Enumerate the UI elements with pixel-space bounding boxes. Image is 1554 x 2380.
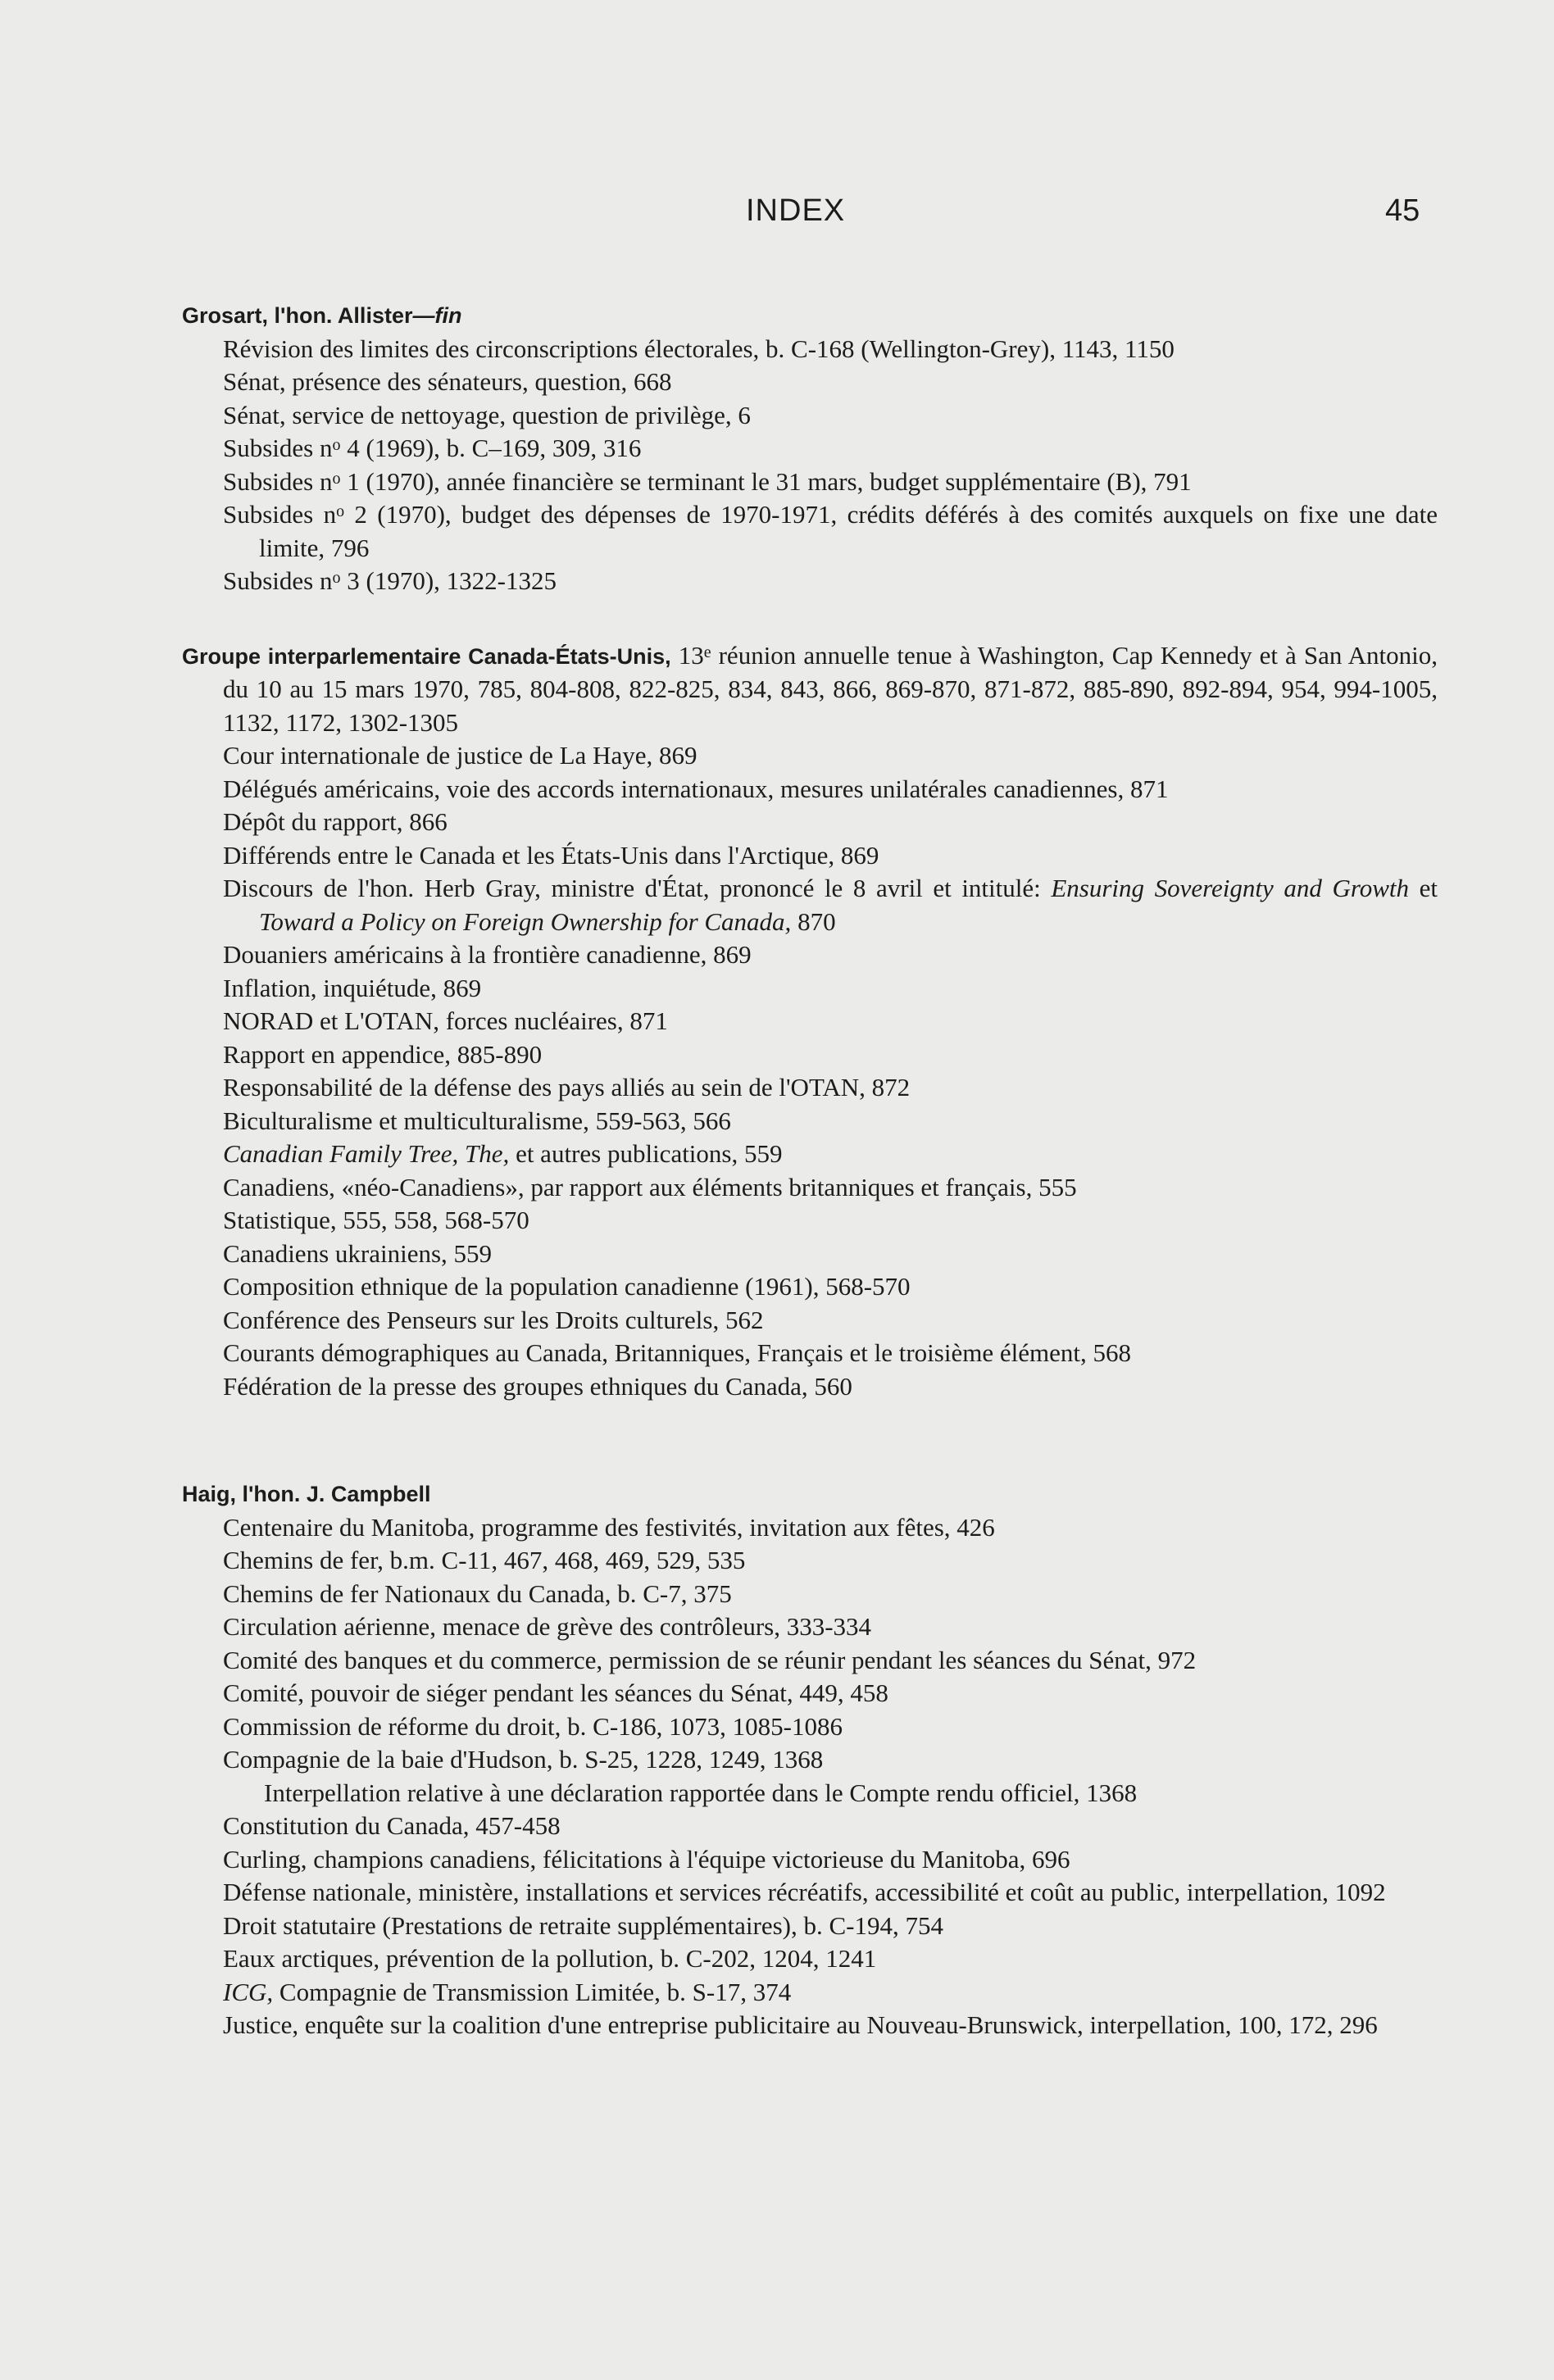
- index-entry: [182, 1270, 1438, 1304]
- entry-text: Responsabilité de la défense des pays alliés au sein de l'OTAN, 872: [223, 1073, 911, 1101]
- index-entry: [182, 2009, 1438, 2042]
- index-entry: [182, 565, 1438, 598]
- index-entry: [182, 1843, 1438, 1877]
- page-header: [0, 193, 1554, 234]
- entry-text: 4 (1969), b. C–169, 309, 316: [340, 434, 642, 462]
- index-entry: [182, 1610, 1438, 1644]
- index-entry: [182, 1171, 1438, 1205]
- section-heading: [182, 1477, 1438, 1511]
- entry-text: Sénat, service de nettoyage, question de privilège, 6: [223, 400, 751, 429]
- entry-text: Sénat, présence des sénateurs, question, 668: [223, 367, 672, 396]
- index-entry: [182, 1138, 1438, 1171]
- index-entry: [182, 739, 1438, 773]
- entry-text: Comité, pouvoir de siéger pendant les séances du Sénat, 449, 458: [223, 1678, 888, 1707]
- entry-text: Canadiens, «néo-Canadiens», par rapport aux éléments britanniques et français, 555: [223, 1172, 1077, 1201]
- entry-text: Comité des banques et du commerce, permission de se réunir pendant les séances du Sénat, 972: [223, 1645, 1197, 1674]
- entry-text: Inflation, inquiétude, 869: [223, 973, 482, 1002]
- index-section-haig: [182, 1477, 1438, 2042]
- index-entry: [182, 1105, 1438, 1138]
- entry-text: Eaux arctiques, prévention de la pollution, b. C-202, 1204, 1241: [223, 1944, 877, 1973]
- heading-name: Groupe interparlementaire Canada-États-Unis,: [182, 643, 671, 669]
- heading-name: Grosart, l'hon. Allister: [182, 303, 413, 328]
- index-entry: [182, 1204, 1438, 1238]
- entry-text: Interpellation relative à une déclaration rapportée dans le Compte rendu officiel, 1368: [264, 1778, 1138, 1807]
- entry-text: Discours de l'hon. Herb Gray, ministre d'État, prononcé le 8 avril et intitulé:: [223, 874, 1052, 902]
- entry-text: Courants démographiques au Canada, Britanniques, Français et le troisième élément, 568: [223, 1338, 1131, 1367]
- entry-text: Biculturalisme et multiculturalisme, 559-563, 566: [223, 1106, 731, 1135]
- entry-text: 3 (1970), 1322-1325: [340, 566, 557, 595]
- index-entry: [182, 399, 1438, 433]
- entry-text: Droit statutaire (Prestations de retraite supplémentaires), b. C-194, 754: [223, 1910, 943, 1940]
- italic-title: Ensuring Sovereignty and Growth: [1051, 874, 1410, 902]
- entry-text: Centenaire du Manitoba, programme des festivités, invitation aux fêtes, 426: [223, 1512, 995, 1542]
- index-entry: [182, 1710, 1438, 1744]
- index-entry: [182, 432, 1438, 466]
- entry-text: 2 (1970), budget des dépenses de 1970-1971, crédits déférés à des comités auxquels on fixe une date limite, 796: [259, 500, 1438, 562]
- page-number: 45: [1385, 193, 1420, 228]
- entry-text: Constitution du Canada, 457-458: [223, 1811, 561, 1840]
- entry-text: Subsides n: [223, 566, 333, 595]
- entry-text: Cour internationale de justice de La Haye, 869: [223, 741, 697, 770]
- index-entry: [182, 1942, 1438, 1976]
- index-entry: [182, 1810, 1438, 1843]
- superscript: o: [336, 502, 345, 520]
- entry-text: et autres publications, 559: [509, 1139, 783, 1168]
- entry-text: Curling, champions canadiens, félicitations à l'équipe victorieuse du Manitoba, 696: [223, 1844, 1070, 1874]
- italic-title: ICG,: [223, 1977, 274, 2006]
- index-entry: [182, 1777, 1438, 1810]
- index-entry: [182, 1238, 1438, 1271]
- entry-text: Défense nationale, ministère, installations et services récréatifs, accessibilité et coût au public, interpellation, 1092: [223, 1878, 1386, 1906]
- index-entry: [182, 1304, 1438, 1338]
- italic-title: Canadian Family Tree, The,: [223, 1139, 510, 1168]
- index-entry: [182, 366, 1438, 399]
- index-entry: [182, 1876, 1438, 1910]
- entry-text: Dépôt du rapport, 866: [223, 807, 448, 836]
- index-entry: [182, 1005, 1438, 1038]
- entry-text: Circulation aérienne, menace de grève des contrôleurs, 333-334: [223, 1612, 872, 1641]
- entry-text: Subsides n: [223, 500, 337, 529]
- entry-text: Subsides n: [223, 434, 333, 462]
- index-entry: [182, 466, 1438, 499]
- index-content: [182, 298, 1438, 2083]
- section-heading: [182, 298, 1438, 333]
- index-entry: [182, 773, 1438, 806]
- superscript: o: [332, 436, 341, 454]
- entry-text: et: [1409, 874, 1438, 902]
- entry-text: Conférence des Penseurs sur les Droits culturels, 562: [223, 1305, 764, 1334]
- index-entry: [182, 806, 1438, 839]
- entry-text: Rapport en appendice, 885-890: [223, 1039, 543, 1069]
- index-entry: [182, 1677, 1438, 1710]
- index-entry: [182, 972, 1438, 1006]
- entry-text: Composition ethnique de la population canadienne (1961), 568-570: [223, 1272, 911, 1301]
- index-entry: [182, 1578, 1438, 1611]
- superscript: e: [703, 643, 711, 661]
- entry-text: Subsides n: [223, 466, 333, 496]
- index-entry: [182, 1544, 1438, 1578]
- index-entry: [182, 872, 1438, 938]
- index-entry: [182, 1743, 1438, 1777]
- entry-text: Douaniers américains à la frontière canadienne, 869: [223, 940, 752, 969]
- entry-text: Différends entre le Canada et les États-Unis dans l'Arctique, 869: [223, 840, 879, 870]
- superscript: o: [332, 469, 341, 488]
- entry-text: Chemins de fer Nationaux du Canada, b. C-7, 375: [223, 1578, 732, 1608]
- index-section-groupe: [182, 639, 1438, 1404]
- entry-text: Statistique, 555, 558, 568-570: [223, 1206, 529, 1234]
- entry-text: Révision des limites des circonscriptions électorales, b. C-168 (Wellington-Grey), 1143, 1150: [223, 334, 1175, 363]
- index-entry: [182, 333, 1438, 366]
- index-section-grosart: [182, 298, 1438, 598]
- heading-name: Haig, l'hon. J. Campbell: [182, 1482, 431, 1506]
- entry-text: Délégués américains, voie des accords internationaux, mesures unilatérales canadiennes, 871: [223, 774, 1169, 803]
- entry-text: Compagnie de la baie d'Hudson, b. S-25, 1228, 1249, 1368: [223, 1745, 824, 1774]
- index-entry: [182, 1644, 1438, 1678]
- entry-text: 1 (1970), année financière se terminant le 31 mars, budget supplémentaire (B), 791: [340, 466, 1192, 496]
- index-entry: [182, 839, 1438, 873]
- index-entry: [182, 1337, 1438, 1370]
- index-entry: [182, 1511, 1438, 1545]
- heading-text: réunion annuelle tenue à Washington, Cap Kennedy et à San Antonio, du 10 au 15 mars 1970, 785, 804-808, 822-825, 834, 843, 866, 869-870, 871-872, 885-890, 892-894, 954, 994-1005, 1132, 1172, 1302-1305: [223, 640, 1438, 737]
- entry-text: Commission de réforme du droit, b. C-186, 1073, 1085-1086: [223, 1711, 843, 1741]
- heading-text: 13: [670, 640, 704, 670]
- heading-suffix: —fin: [412, 303, 462, 328]
- index-entry: [182, 1038, 1438, 1072]
- index-entry: [182, 1071, 1438, 1105]
- entry-text: Justice, enquête sur la coalition d'une entreprise publicitaire au Nouveau-Brunswick, interpellation, 100, 172, 296: [223, 2010, 1378, 2039]
- index-entry: [182, 938, 1438, 972]
- italic-title: Toward a Policy on Foreign Ownership for Canada,: [259, 906, 792, 936]
- entry-text: NORAD et L'OTAN, forces nucléaires, 871: [223, 1006, 668, 1035]
- index-entry: [182, 1976, 1438, 2010]
- superscript: o: [332, 569, 341, 587]
- index-entry: [182, 1910, 1438, 1943]
- section-heading: [182, 639, 1438, 740]
- entry-text: Compagnie de Transmission Limitée, b. S-17, 374: [273, 1977, 792, 2006]
- entry-text: Chemins de fer, b.m. C-11, 467, 468, 469, 529, 535: [223, 1546, 746, 1574]
- index-entry: [182, 498, 1438, 565]
- entry-text: Fédération de la presse des groupes ethniques du Canada, 560: [223, 1371, 852, 1401]
- index-entry: [182, 1370, 1438, 1404]
- entry-text: 870: [791, 906, 836, 936]
- entry-text: Canadiens ukrainiens, 559: [223, 1238, 493, 1268]
- page-title: INDEX: [746, 193, 846, 228]
